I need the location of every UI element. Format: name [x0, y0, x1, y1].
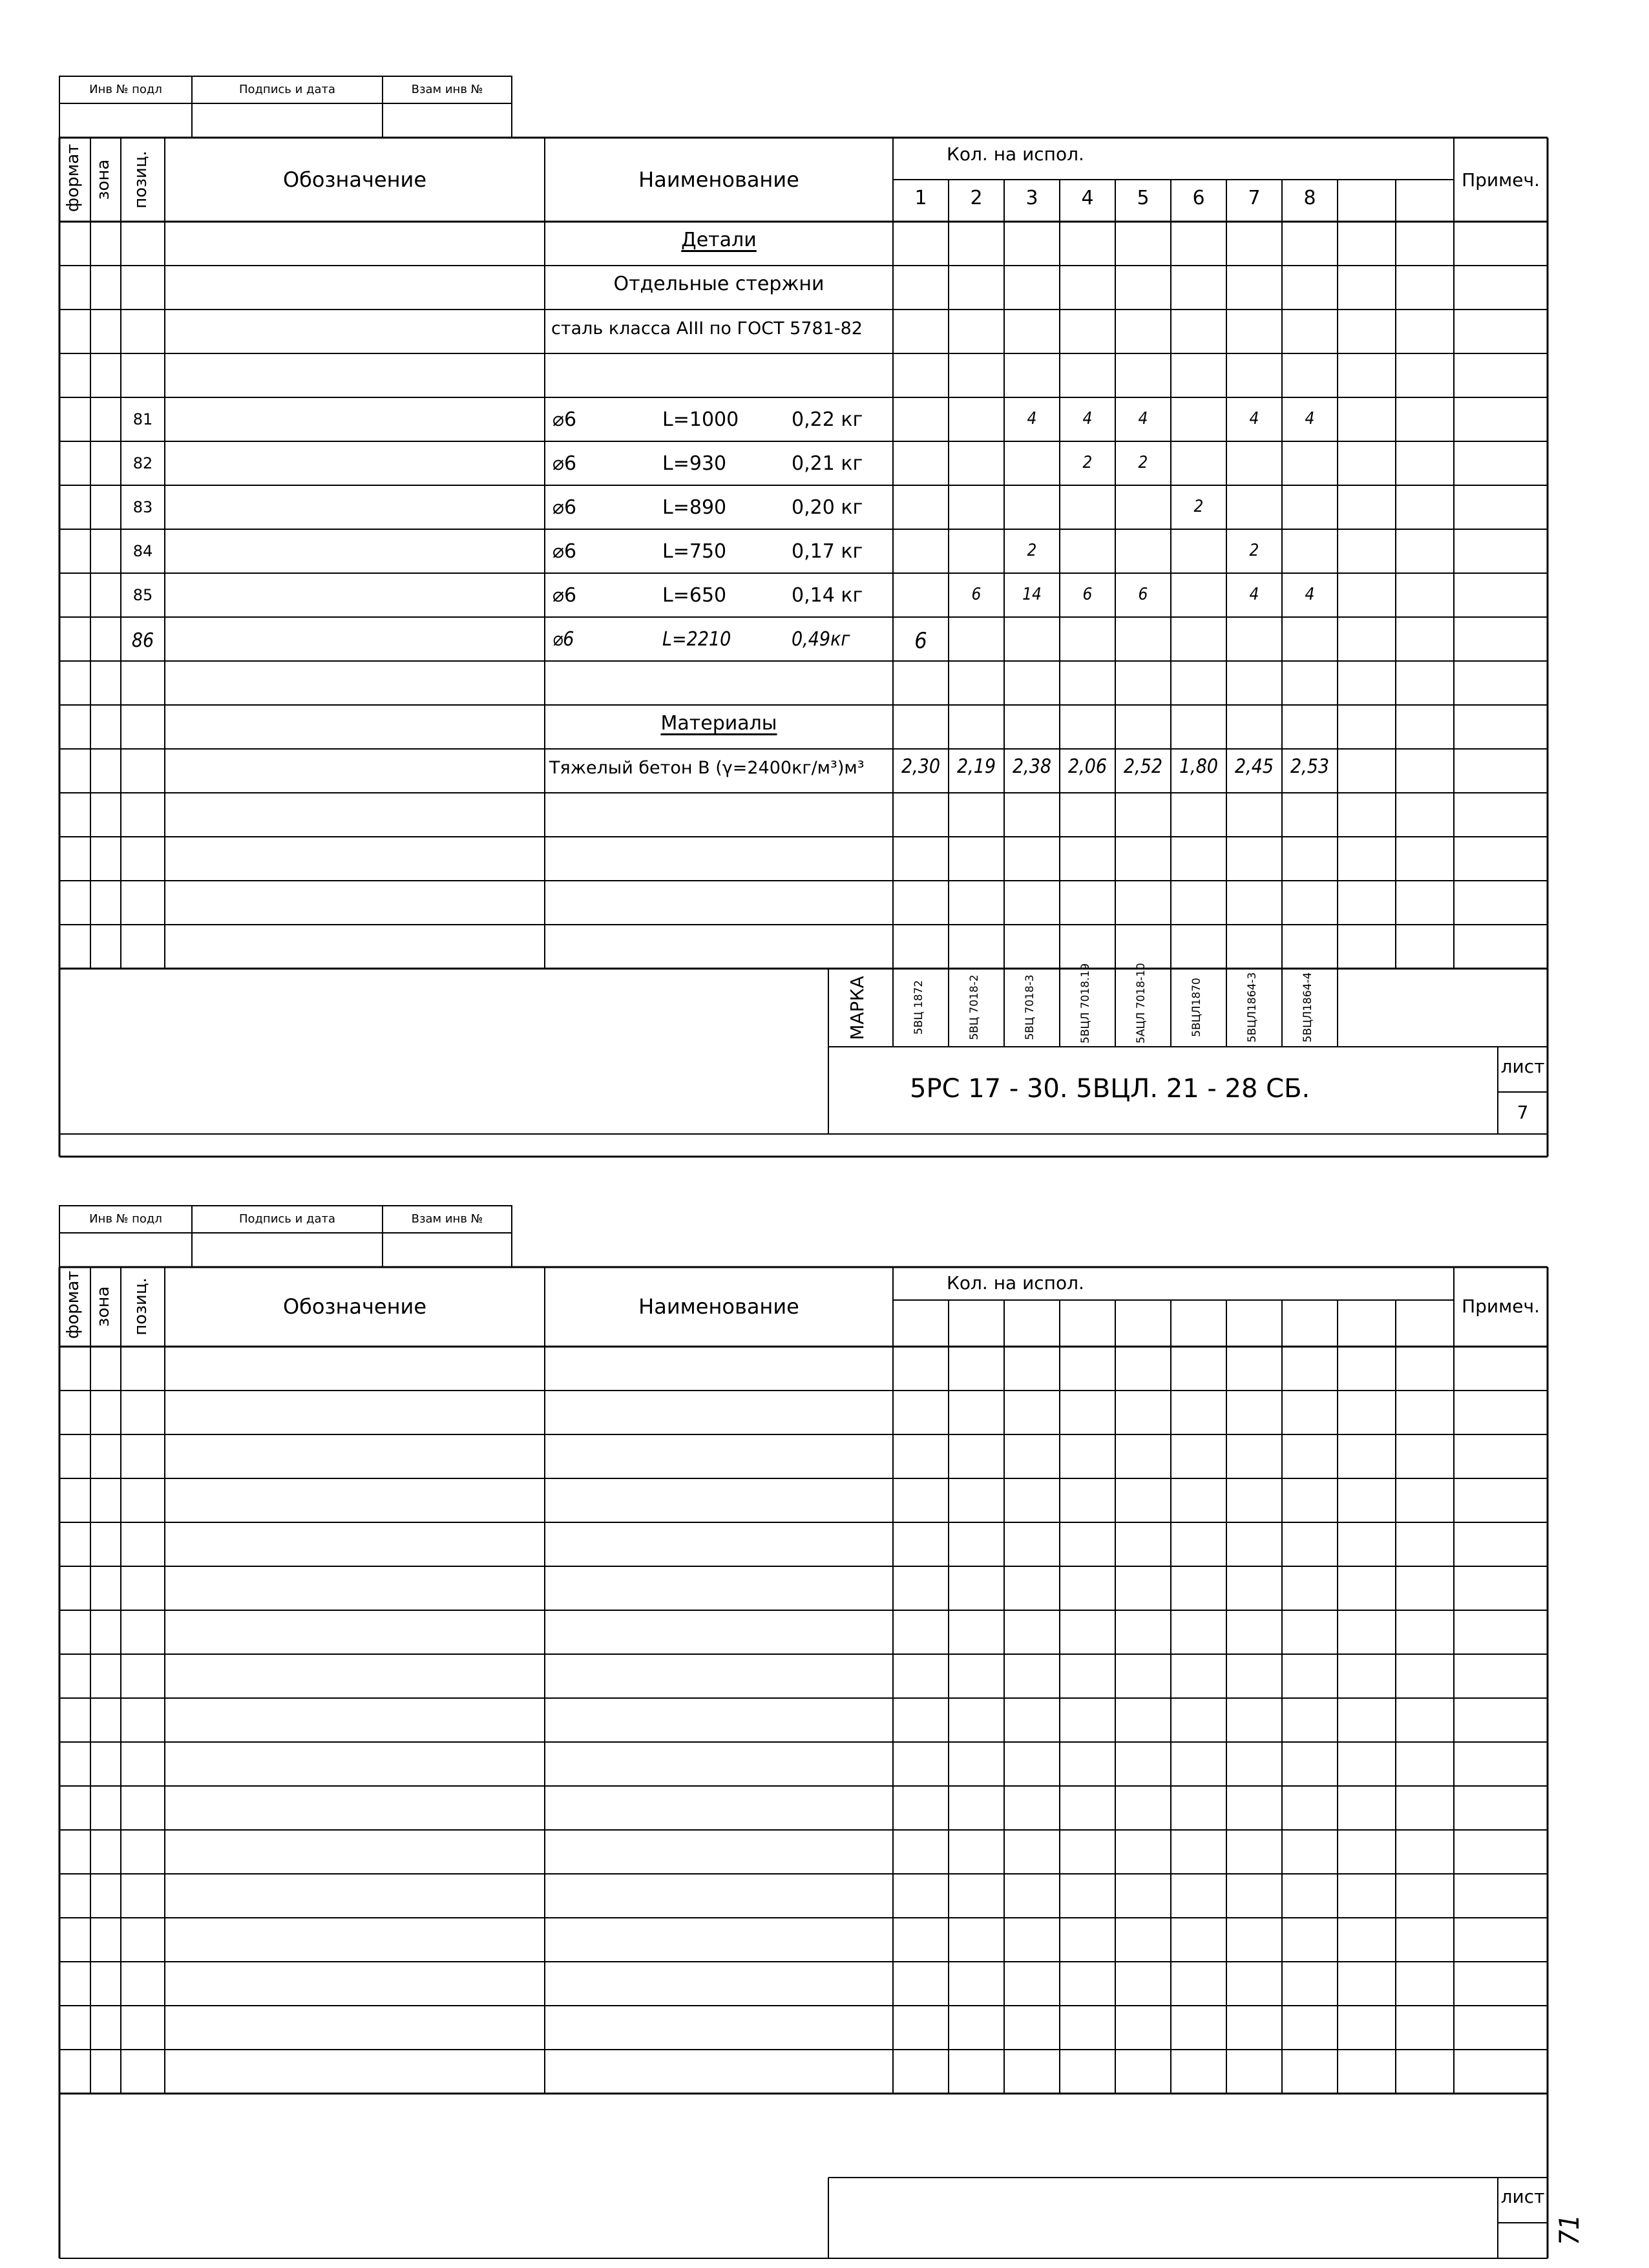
- stamp2-podpis: Подпись и дата: [238, 1212, 336, 1226]
- quantity-cell: 6: [971, 585, 982, 604]
- subheading-steel: сталь класса AIII по ГОСТ 5781-82: [551, 319, 863, 339]
- header2-zona: зона: [94, 1286, 113, 1327]
- mark-label: 5ВЦ 7018-2: [968, 974, 981, 1040]
- position-number: 85: [132, 586, 153, 604]
- length-value: L=930: [662, 452, 727, 475]
- quantity-cell: 2: [1027, 541, 1037, 560]
- quantity-cell: 6: [914, 628, 927, 654]
- header2-primech: Примеч.: [1462, 1296, 1540, 1317]
- mark-label: 5ВЦЛ1864-3: [1246, 972, 1259, 1043]
- concrete-quantity: 2,52: [1123, 755, 1163, 778]
- diameter-value: ⌀6: [552, 628, 574, 651]
- quantity-cell: 14: [1022, 585, 1042, 604]
- quantity-cell: 2: [1249, 541, 1259, 560]
- concrete-quantity: 1,80: [1179, 755, 1219, 778]
- column-number: 5: [1137, 187, 1150, 209]
- quantity-cell: 6: [1082, 585, 1093, 604]
- header-zona: зона: [94, 159, 113, 200]
- header2-pozits: позиц.: [131, 1277, 151, 1336]
- mark-label: 5ВЦ 1872: [912, 980, 925, 1035]
- header2-oboznachenie: Обозначение: [282, 1294, 427, 1319]
- marka-label: МАРКА: [846, 976, 868, 1040]
- column-number: 3: [1025, 187, 1038, 209]
- mass-value: 0,21 кг: [792, 452, 863, 475]
- column-number: 6: [1192, 187, 1205, 209]
- concrete-quantity: 2,06: [1067, 755, 1108, 778]
- column-number: 8: [1303, 187, 1316, 209]
- length-value: L=650: [662, 584, 727, 607]
- quantity-cell: 4: [1305, 409, 1315, 428]
- column-number: 1: [914, 187, 927, 209]
- stamp-podpis: Подпись и дата: [238, 83, 336, 96]
- mark-label: 5АЦЛ 7018-10: [1135, 963, 1148, 1044]
- header-oboznachenie: Обозначение: [282, 167, 427, 192]
- concrete-quantity: 2,45: [1234, 755, 1274, 778]
- concrete-quantity: 2,19: [956, 755, 996, 778]
- diameter-value: ⌀6: [552, 584, 577, 607]
- quantity-cell: 2: [1138, 453, 1148, 472]
- header2-kol: Кол. на испол.: [947, 1272, 1084, 1294]
- position-number: 84: [132, 542, 153, 560]
- diameter-value: ⌀6: [552, 496, 577, 519]
- position-number: 86: [131, 629, 154, 652]
- column-number: 4: [1081, 187, 1094, 209]
- mass-value: 0,22 кг: [792, 408, 863, 431]
- quantity-cell: 4: [1027, 409, 1037, 428]
- stamp-vzam: Взам инв №: [411, 83, 483, 96]
- mark-label: 5ВЦ 7018-3: [1024, 974, 1036, 1040]
- quantity-cell: 4: [1138, 409, 1148, 428]
- length-value: L=2210: [662, 628, 731, 651]
- header-primech: Примеч.: [1462, 169, 1540, 191]
- page-number: 71: [1553, 2214, 1585, 2245]
- length-value: L=1000: [662, 408, 739, 431]
- quantity-cell: 2: [1082, 453, 1093, 472]
- mark-label: 5ВЦЛ1864-4: [1301, 972, 1314, 1043]
- concrete-quantity: 2,38: [1012, 755, 1052, 778]
- position-number: 81: [132, 410, 153, 428]
- sheet-label: лист: [1500, 1056, 1545, 1077]
- mark-label: 5ВЦЛ 7018.19: [1079, 963, 1092, 1044]
- diameter-value: ⌀6: [552, 408, 577, 431]
- quantity-cell: 4: [1249, 409, 1259, 428]
- quantity-cell: 2: [1193, 497, 1204, 516]
- header-format: формат: [63, 143, 83, 212]
- concrete-label: Тяжелый бетон В (γ=2400кг/м³)м³: [549, 758, 865, 778]
- stamp2-vzam: Взам инв №: [411, 1212, 483, 1226]
- subheading-rods: Отдельные стержни: [613, 273, 824, 295]
- diameter-value: ⌀6: [552, 452, 577, 475]
- diameter-value: ⌀6: [552, 540, 577, 563]
- quantity-cell: 4: [1082, 409, 1093, 428]
- quantity-cell: 4: [1249, 585, 1259, 604]
- header2-format: формат: [63, 1270, 83, 1339]
- mass-value: 0,14 кг: [792, 584, 863, 607]
- quantity-cell: 4: [1305, 585, 1315, 604]
- column-number: 2: [970, 187, 983, 209]
- section-materials: Материалы: [660, 712, 777, 735]
- header-naimenovanie: Наименование: [638, 167, 799, 192]
- section-details: Детали: [681, 229, 757, 251]
- concrete-quantity: 2,53: [1290, 755, 1330, 778]
- stamp2-inv-podl: Инв № подл: [89, 1212, 162, 1226]
- mass-value: 0,17 кг: [792, 540, 863, 563]
- concrete-quantity: 2,30: [901, 755, 941, 778]
- length-value: L=890: [662, 496, 727, 519]
- column-number: 7: [1248, 187, 1261, 209]
- stamp-inv-podl: Инв № подл: [89, 83, 162, 96]
- header-pozits: позиц.: [131, 151, 151, 209]
- mark-label: 5ВЦЛ1870: [1190, 978, 1203, 1037]
- sheet2-label: лист: [1500, 2186, 1545, 2207]
- mass-value: 0,20 кг: [792, 496, 863, 519]
- header-kol: Кол. на испол.: [947, 143, 1084, 165]
- position-number: 82: [132, 454, 153, 472]
- position-number: 83: [132, 498, 153, 516]
- sheet-number: 7: [1517, 1102, 1529, 1123]
- mass-value: 0,49кг: [792, 628, 850, 651]
- length-value: L=750: [662, 540, 727, 563]
- document-code: 5РС 17 - 30. 5ВЦЛ. 21 - 28 СБ.: [910, 1074, 1310, 1104]
- header2-naimenovanie: Наименование: [638, 1294, 799, 1319]
- quantity-cell: 6: [1138, 585, 1148, 604]
